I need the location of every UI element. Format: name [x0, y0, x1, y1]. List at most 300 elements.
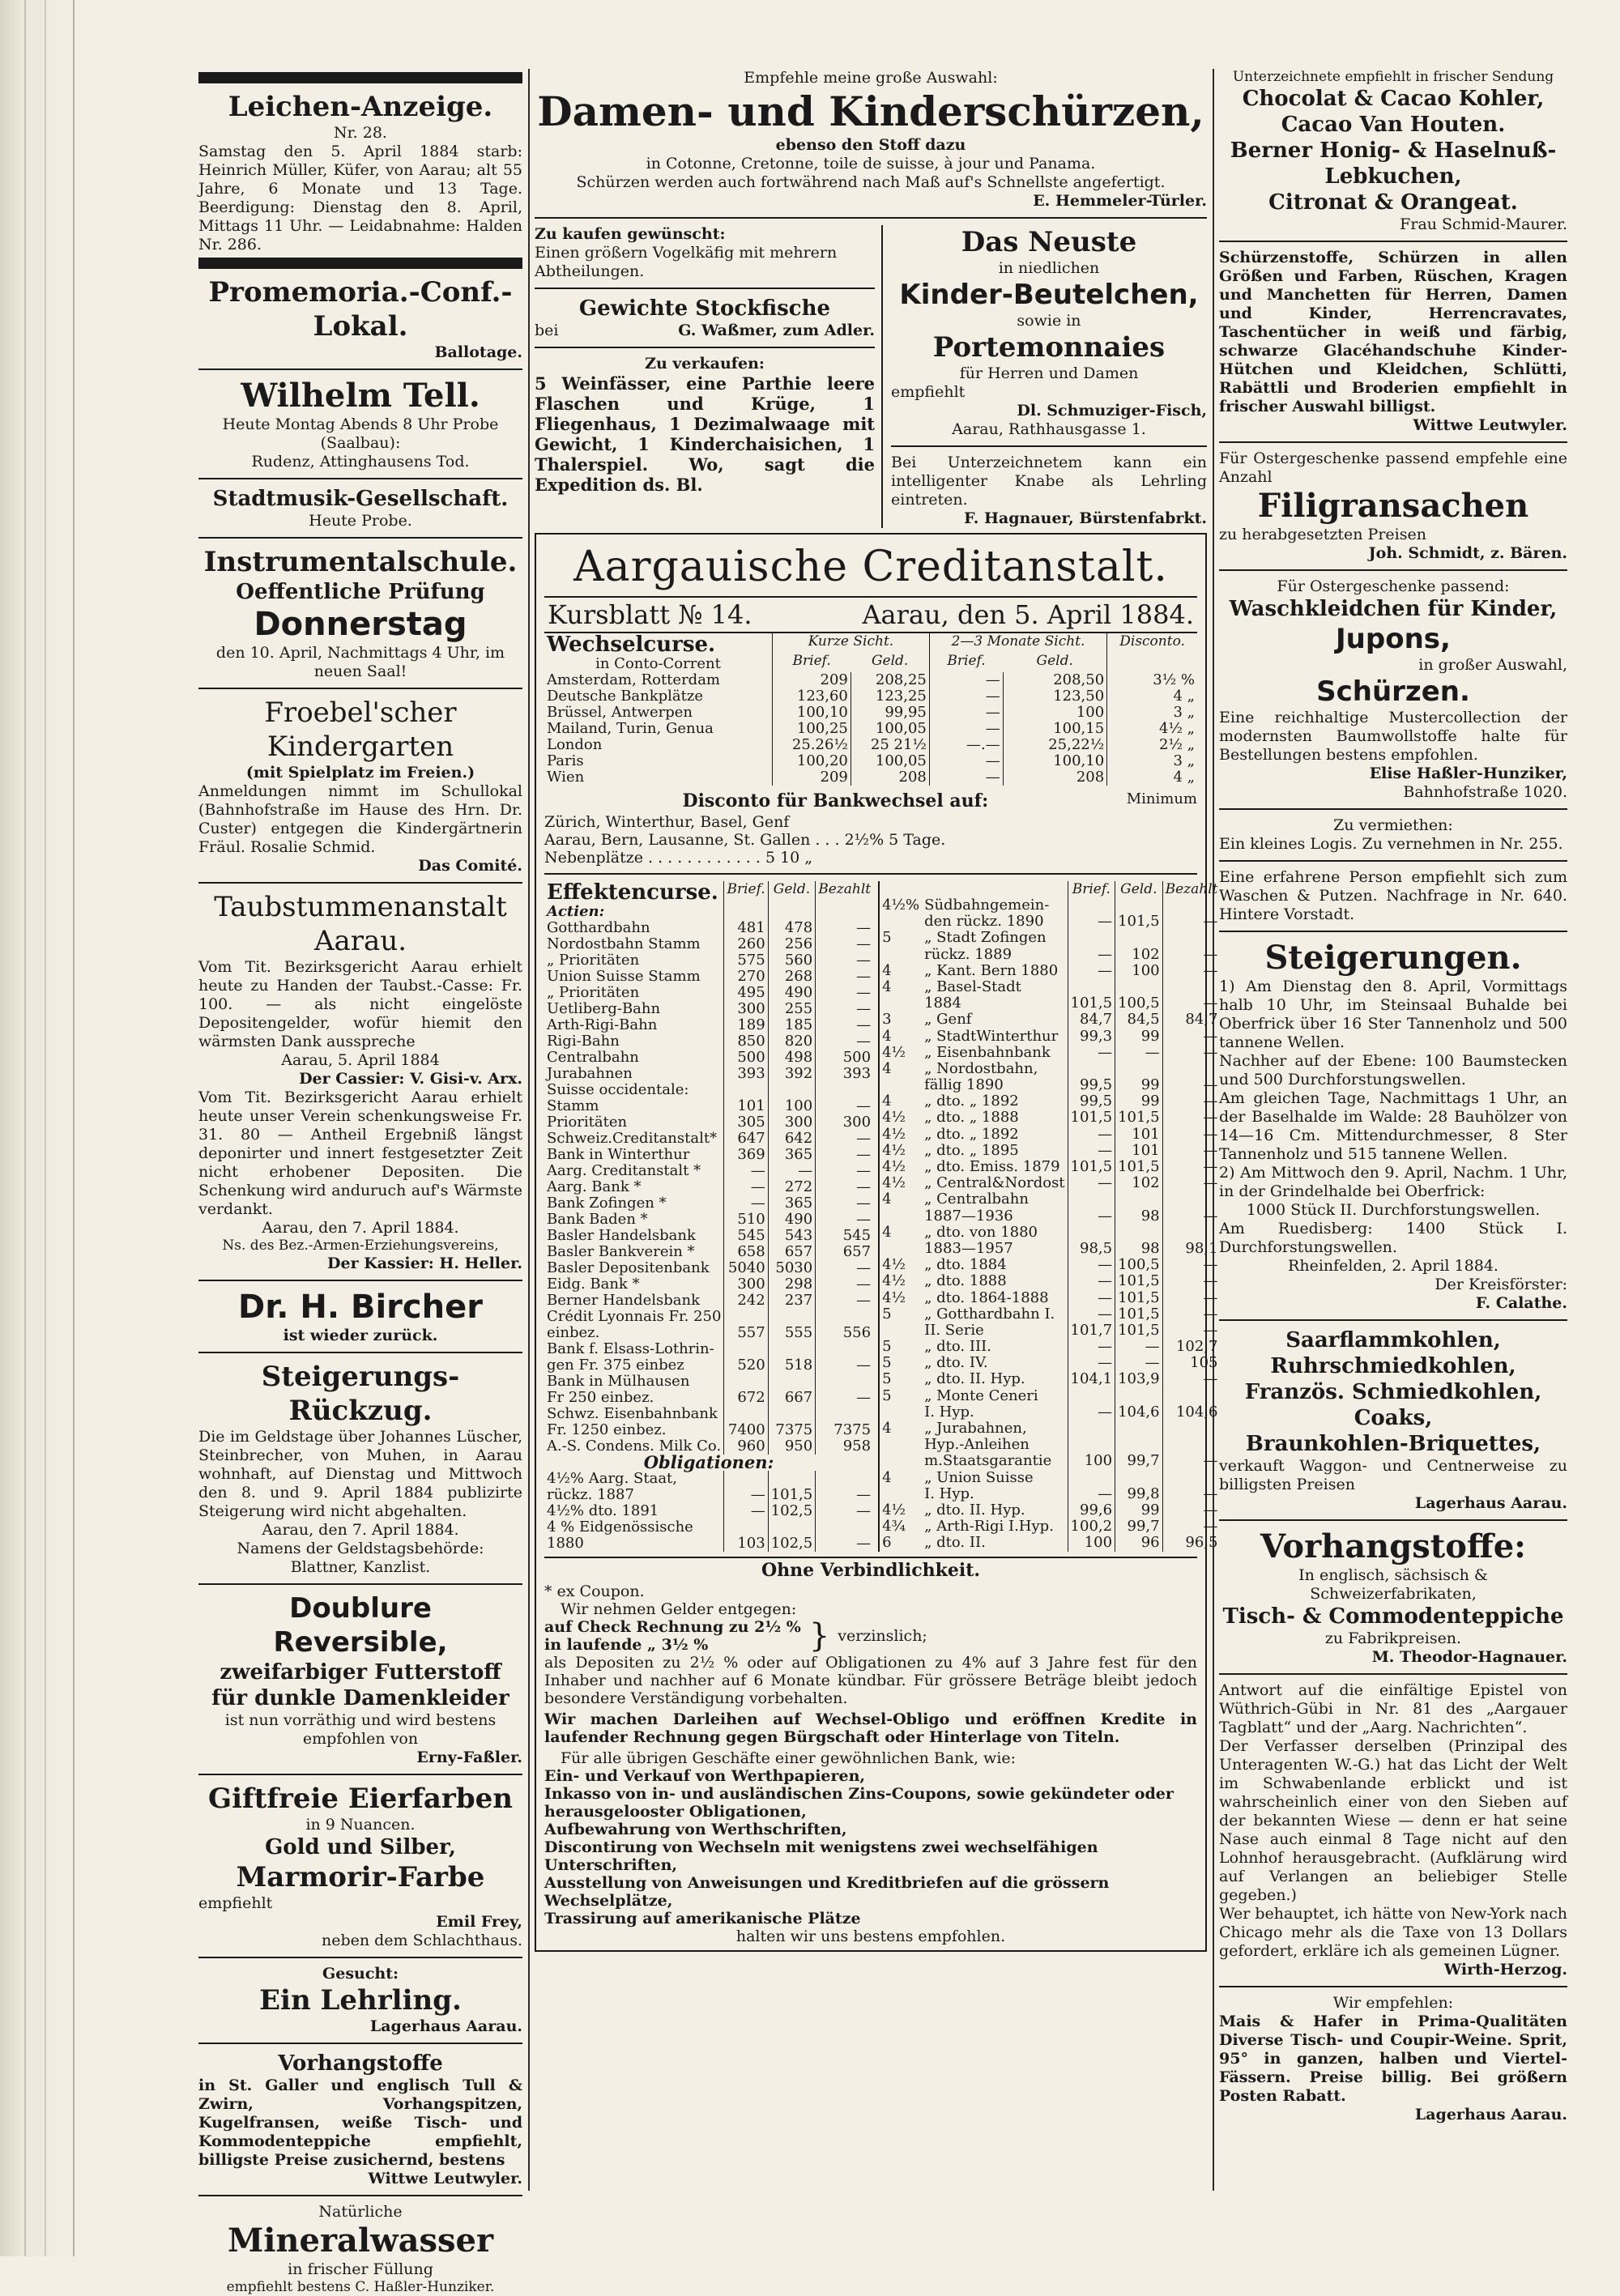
- table-cell: [1162, 1470, 1220, 1486]
- effekten-row: [879, 1077, 1220, 1093]
- table-cell: —: [724, 1487, 768, 1503]
- ad-text: empfiehlt bestens C. Haßler-Hunziker.: [226, 2279, 495, 2295]
- table-cell: [816, 1519, 873, 1536]
- table-cell: [879, 1453, 922, 1469]
- table-cell: [1162, 930, 1220, 946]
- table-cell: 25 21½: [850, 737, 929, 753]
- effekten-row: [879, 1175, 1220, 1191]
- ad-text: Schürzenstoffe, Schürzen in allen Größen und Farben, Rüschen, Kragen und Manchetten für Herren, Damen und Kinder, Herrencravates, Taschentücher in weiß und färbig, schwarze Glacéhandschuhe Kinder-Hütchen und Kleidchen, Schlütti, Rabättli und Broderien empfiehlt in frischer Auswahl billigst.: [1219, 249, 1567, 415]
- table-cell: 4½: [882, 1125, 906, 1143]
- table-cell: [768, 1374, 816, 1390]
- table-cell: —: [724, 1503, 768, 1519]
- effekten-row: [879, 1453, 1220, 1469]
- ad-text: Am gleichen Tage, Nachmittags 1 Uhr, an der Baselhalde im Walde: 28 Bauhölzer von 14—16 Cm. Mittendurchmesser, 8 Ster Tannenholz und 515 tannene Wellen.: [1219, 1089, 1567, 1163]
- ad-sub: Wir empfehlen:: [1332, 1994, 1454, 2012]
- ad-signature: Lagerhaus Aarau.: [369, 2017, 522, 2035]
- table-cell: 4: [882, 961, 892, 979]
- table-cell: Prioritäten: [547, 1114, 628, 1131]
- table-cell: 4½: [882, 1501, 906, 1519]
- table-cell: rückz. 1887: [547, 1486, 634, 1503]
- table-cell: „ dto. von 1880: [924, 1223, 1038, 1241]
- effekten-row: [544, 1325, 873, 1341]
- divider: [1219, 569, 1567, 571]
- ad-text: 5 Weinfässer, eine Parthie leere Flaschen und Krüge, 1 Fliegenhaus, 1 Dezimalwaage mit Gewicht, 1 Kinderchaisichen, 1 Thalerspiel. Wo, sagt die Expedition ds. Bl.: [535, 373, 875, 495]
- table-cell: 99: [1115, 1502, 1163, 1519]
- table-cell: 3 „: [1107, 705, 1197, 721]
- table-cell: Bank in Mülhausen: [547, 1373, 690, 1390]
- ad-text: Einen größern Vogelkäfig mit mehrern Abtheilungen.: [535, 244, 838, 280]
- table-cell: [816, 1082, 873, 1098]
- table-cell: —: [1162, 1273, 1220, 1289]
- table-cell: —: [929, 672, 1003, 688]
- effekten-row: [879, 1470, 1220, 1486]
- left-column: [198, 69, 522, 2295]
- ad-title: Portemonnaies: [932, 331, 1166, 364]
- table-cell: [1068, 930, 1115, 946]
- table-cell: —: [1162, 1290, 1220, 1306]
- table-cell: 5: [882, 1354, 892, 1372]
- table-cell: „ dto. II.: [924, 1534, 986, 1552]
- table-cell: Centralbahn: [547, 1049, 639, 1066]
- effekten-row: [544, 1309, 873, 1325]
- table-cell: 300: [768, 1114, 816, 1131]
- effekten-row: [544, 1260, 873, 1276]
- table-cell: —: [1162, 1371, 1220, 1387]
- table-cell: „ Nordostbahn,: [924, 1059, 1038, 1077]
- effekten-row: [544, 1228, 873, 1244]
- ad-text: 1) Am Dienstag den 8. April, Vormittags halb 10 Uhr, im Steinsaal Buhalde bei Oberfrick über 16 Ster Tannenholz und 500 tannene Wellen.: [1219, 978, 1567, 1051]
- table-cell: 101: [1115, 1127, 1163, 1143]
- effekten-left-table: [544, 881, 873, 1552]
- table-cell: 101,5: [1068, 995, 1115, 1012]
- table-cell: 5030: [768, 1260, 816, 1276]
- table-cell: —: [816, 1179, 873, 1195]
- table-cell: den rückz. 1890: [924, 913, 1044, 931]
- table-cell: —: [1068, 1257, 1115, 1273]
- table-cell: „ dto. II. Hyp.: [924, 1370, 1025, 1388]
- effekten-row: [544, 920, 873, 936]
- table-cell: —: [1068, 1486, 1115, 1502]
- ad-title: Cacao Van Houten.: [1281, 113, 1506, 137]
- table-cell: 209: [772, 769, 850, 786]
- ad-froebel: [198, 696, 522, 875]
- effekten-heading: [544, 881, 724, 920]
- footnote: * ex Coupon.: [544, 1582, 645, 1600]
- ad-signature: Wirth-Herzog.: [1443, 1961, 1567, 1979]
- table-cell: „ dto. „ 1888: [924, 1109, 1019, 1127]
- table-cell: —: [1068, 1306, 1115, 1323]
- ad-title: Vorhangstoffe:: [1260, 1527, 1526, 1565]
- effekten-row: [879, 1110, 1220, 1126]
- table-cell: —: [1068, 1175, 1115, 1191]
- table-cell: 99: [1115, 1077, 1163, 1093]
- ad-text: Aarau, Rathhausgasse 1.: [952, 420, 1146, 438]
- table-cell: Schwz. Eisenbahnbank: [547, 1405, 718, 1422]
- table-cell: einbez.: [547, 1324, 600, 1341]
- table-cell: 96: [1115, 1535, 1163, 1552]
- table-cell: 100: [768, 1098, 816, 1114]
- effekten-row: [879, 1355, 1220, 1371]
- effekten-row: [544, 1212, 873, 1228]
- effekten-row: [879, 1421, 1220, 1437]
- ad-title: Steigerungs-Rückzug.: [261, 1361, 460, 1427]
- effekten-left-rows: [544, 920, 873, 1455]
- table-cell: —: [1115, 1339, 1163, 1355]
- effekten-row: [544, 1017, 873, 1033]
- table-cell: 5: [882, 929, 892, 947]
- effekten-row: [879, 1404, 1220, 1421]
- ad-signature: Erny-Faßler.: [416, 1749, 522, 1766]
- table-cell: „ dto. „ 1895: [924, 1141, 1019, 1159]
- table-cell: 642: [768, 1131, 816, 1147]
- table-cell: 103,9: [1115, 1371, 1163, 1387]
- table-cell: „ Eisenbahnbank: [924, 1043, 1051, 1061]
- table-cell: —: [1162, 995, 1220, 1012]
- column-rule: [528, 69, 530, 2191]
- table-cell: 100: [1115, 963, 1163, 979]
- table-cell: 101,7: [1068, 1323, 1115, 1339]
- effekten-row: [544, 1390, 873, 1406]
- table-cell: Fr 250 einbez.: [547, 1389, 654, 1406]
- wechsel-row: [544, 672, 1197, 688]
- table-cell: [1162, 1225, 1220, 1241]
- effekten-row: [544, 1163, 873, 1179]
- table-cell: 5: [882, 1338, 892, 1356]
- table-cell: Arth-Rigi-Bahn: [547, 1016, 658, 1033]
- kurs-text: Wir machen Darleihen auf Wechsel-Obligo und eröffnen Kredite in laufender Rechnung gegen Bürgschaft oder Hinterlage von Titeln.: [544, 1710, 1197, 1746]
- divider: [535, 288, 875, 289]
- effekten-row: [879, 1029, 1220, 1045]
- ad-text: Antwort auf die einfältige Epistel von Wüthrich-Gübi in Nr. 81 des „Aargauer Tagblatt“ und der „Aarg. Nachrichten“.: [1219, 1681, 1567, 1736]
- ad-text: empfiehlt: [198, 1894, 273, 1912]
- table-cell: [724, 1471, 768, 1487]
- wechsel-heading: [544, 633, 772, 672]
- ad-text: empfiehlt: [891, 383, 966, 401]
- divider: [198, 882, 522, 884]
- table-cell: 958: [816, 1438, 873, 1455]
- ad-leichen: [198, 90, 522, 254]
- disconto-row: Zürich, Winterthur, Basel, Genf: [544, 813, 790, 831]
- table-cell: „ Central&Nordost: [924, 1174, 1065, 1192]
- table-cell: 7375: [816, 1422, 873, 1438]
- table-cell: [724, 1406, 768, 1422]
- kursblatt-box: [535, 533, 1218, 1952]
- effekten-right-table: [878, 881, 1220, 1552]
- wechsel-row: [544, 705, 1197, 721]
- table-cell: —: [1162, 1175, 1220, 1191]
- table-cell: —: [1068, 1143, 1115, 1159]
- table-cell: —: [929, 769, 1003, 786]
- table-cell: 518: [768, 1357, 816, 1374]
- ad-text: Vom Tit. Bezirksgericht Aarau erhielt heute unser Verein schenkungsweise Fr. 31. 80 — Antheil Ergebniß längst deponirter und innert festgesetzter Zeit nicht erhobener Depositen. Die Schenkung wird anduruch auf's Wärmste verdankt.: [198, 1088, 522, 1218]
- table-cell: „ dto. „ 1892: [924, 1125, 1019, 1143]
- ad-antwort: [1219, 1681, 1567, 1979]
- table-cell: 102,5: [768, 1536, 816, 1552]
- effekten-row: [544, 1179, 873, 1195]
- table-cell: —: [1162, 1257, 1220, 1273]
- table-cell: 7400: [724, 1422, 768, 1438]
- column-header: Bezahlt: [1162, 881, 1220, 897]
- ad-title: Doublure Reversible,: [273, 1592, 448, 1659]
- ad-sub: Unterzeichnete empfiehlt in frischer Sendung: [1232, 69, 1554, 85]
- table-cell: 189: [724, 1017, 768, 1033]
- table-cell: [768, 1082, 816, 1098]
- table-cell: „ Monte Ceneri: [924, 1387, 1038, 1404]
- ad-date: Rheinfelden, 2. April 1884.: [1288, 1257, 1498, 1275]
- ad-eierfarben: [198, 1782, 522, 1950]
- table-cell: —: [1162, 1159, 1220, 1175]
- table-cell: 657: [816, 1244, 873, 1260]
- table-cell: m.Staatsgarantie: [924, 1452, 1052, 1470]
- table-cell: 672: [724, 1390, 768, 1406]
- table-cell: 101: [724, 1098, 768, 1114]
- ad-title: Leichen-Anzeige.: [228, 91, 493, 123]
- table-cell: Paris: [547, 752, 584, 769]
- ad-signature: M. Theodor-Hagnauer.: [1371, 1648, 1567, 1666]
- table-cell: „ Jurabahnen,: [924, 1420, 1027, 1437]
- ad-title: Mineralwasser: [227, 2221, 494, 2260]
- ad-signature: F. Hagnauer, Bürstenfabrkt.: [964, 509, 1207, 527]
- effekten-row: [879, 1208, 1220, 1225]
- table-cell: II. Serie: [924, 1321, 984, 1339]
- ad-title: Kinder-Beutelchen,: [899, 279, 1199, 311]
- table-cell: —: [724, 1195, 768, 1212]
- kurs-rate-lines: [544, 1618, 801, 1654]
- table-cell: 256: [768, 936, 816, 952]
- table-cell: 100,25: [772, 721, 850, 737]
- kurs-footer: [544, 1582, 1197, 1945]
- oblig-row: [544, 1487, 873, 1503]
- table-cell: 4½% dto. 1891: [547, 1502, 659, 1519]
- table-cell: [1162, 1421, 1220, 1437]
- table-cell: Hyp.-Anleihen: [924, 1436, 1030, 1454]
- effekten-row: [879, 1306, 1220, 1323]
- effekten-right-rows: [879, 897, 1220, 1552]
- oblig-heading-row: [544, 1452, 873, 1472]
- ad-title: Donnerstag: [254, 606, 467, 643]
- ad-vorhangstoffe-right: [1219, 1527, 1567, 1667]
- table-cell: 272: [768, 1179, 816, 1195]
- table-cell: —: [1162, 914, 1220, 930]
- effekten-row: [544, 1098, 873, 1114]
- kurs-text: halten wir uns bestens empfohlen.: [735, 1928, 1006, 1945]
- table-cell: —: [1068, 1355, 1115, 1371]
- ad-title: Ein Lehrling.: [259, 1984, 462, 2017]
- table-cell: [879, 1077, 922, 1093]
- effekten-row: [544, 1147, 873, 1163]
- table-cell: [1162, 1388, 1220, 1404]
- table-cell: „ Centralbahn: [924, 1191, 1029, 1208]
- divider: [1219, 441, 1567, 443]
- table-cell: 520: [724, 1357, 768, 1374]
- table-cell: 99,7: [1115, 1519, 1163, 1535]
- table-cell: —: [1162, 1323, 1220, 1339]
- ad-title: Das Neuste: [961, 226, 1137, 258]
- table-cell: 101,5: [1068, 1159, 1115, 1175]
- table-cell: Basler Handelsbank: [547, 1227, 696, 1244]
- ad-text: zu Fabrikpreisen.: [1324, 1629, 1462, 1647]
- kurs-service: Trassirung auf amerikanische Plätze: [544, 1910, 861, 1928]
- kurs-title: Aargauische Creditanstalt.: [573, 543, 1168, 591]
- table-cell: 4: [882, 1059, 892, 1077]
- table-cell: 300: [724, 1276, 768, 1293]
- effekten-row: [879, 1486, 1220, 1502]
- ad-signature: Wittwe Leutwyler.: [1413, 416, 1567, 434]
- ad-text: zweifarbiger Futterstoff für dunkle Damenkleider: [211, 1660, 509, 1710]
- effekten-row: [879, 963, 1220, 979]
- ad-title: Französ. Schmiedkohlen,: [1244, 1380, 1542, 1404]
- table-cell: 4: [882, 1093, 892, 1110]
- table-cell: 560: [768, 952, 816, 969]
- divider: [1219, 860, 1567, 862]
- ad-title: Waschkleidchen für Kinder,: [1229, 597, 1558, 621]
- table-cell: 960: [724, 1438, 768, 1455]
- table-cell: Südbahngemein-: [924, 897, 1050, 914]
- table-cell: Nordostbahn Stamm: [547, 935, 701, 952]
- table-cell: 575: [724, 952, 768, 969]
- table-cell: 84,7: [1068, 1012, 1115, 1028]
- table-cell: Bank Zofingen *: [547, 1195, 667, 1212]
- table-cell: 100,10: [772, 705, 850, 721]
- table-cell: 100,2: [1068, 1519, 1115, 1535]
- table-cell: [1162, 979, 1220, 995]
- ad-text: ist nun vorräthig und wird bestens empfohlen von: [224, 1711, 497, 1748]
- table-cell: 647: [724, 1131, 768, 1147]
- table-cell: 101,5: [1115, 1273, 1163, 1289]
- ad-title: Dr. H. Bircher: [238, 1289, 483, 1326]
- ad-text: Marmorir-Farbe: [236, 1861, 485, 1893]
- table-cell: Brüssel, Antwerpen: [547, 704, 693, 721]
- table-cell: 101,5: [1068, 1110, 1115, 1126]
- ad-signature: Namens der Geldstagsbehörde:: [237, 1540, 484, 1557]
- effekten-row: [879, 995, 1220, 1012]
- ad-title: Damen- und Kinderschürzen,: [537, 87, 1204, 135]
- effekten-row: [879, 1045, 1220, 1061]
- divider: [198, 1583, 522, 1585]
- table-cell: 84,5: [1115, 1012, 1163, 1028]
- table-cell: —: [1068, 1290, 1115, 1306]
- ad-signature: Der Kassier: H. Heller.: [327, 1254, 522, 1272]
- table-cell: „ dto. IV.: [924, 1354, 988, 1372]
- table-cell: —: [816, 969, 873, 985]
- table-cell: [768, 1471, 816, 1487]
- table-cell: —: [816, 1487, 873, 1503]
- kurs-rates: [544, 1618, 1197, 1654]
- table-cell: —: [816, 1033, 873, 1050]
- table-cell: [724, 1082, 768, 1098]
- column-header: 2—3 Monate Sicht.: [929, 633, 1106, 653]
- divider: [198, 688, 522, 689]
- ad-title: Steigerungen.: [1264, 939, 1522, 977]
- ad-signature: Frau Schmid-Maurer.: [1400, 215, 1567, 233]
- ad-tell: [198, 377, 522, 471]
- table-cell: „ Arth-Rigi I.Hyp.: [924, 1518, 1054, 1536]
- table-cell: —: [816, 1503, 873, 1519]
- ad-text: den 10. April, Nachmittags 4 Uhr, im neuen Saal!: [215, 644, 505, 680]
- ad-signature: F. Calathe.: [1475, 1294, 1567, 1312]
- effekten-row: [879, 1502, 1220, 1519]
- table-cell: 268: [768, 969, 816, 985]
- table-cell: 392: [768, 1066, 816, 1082]
- table-cell: „ Basel-Stadt: [924, 978, 1021, 995]
- table-cell: —: [929, 705, 1003, 721]
- effekten-row: [544, 1195, 873, 1212]
- ad-text: in 9 Nuancen.: [305, 1816, 416, 1834]
- effekten-row: [544, 1293, 873, 1309]
- section-sub: in Conto-Corrent: [595, 655, 721, 672]
- table-cell: 101,5: [1115, 914, 1163, 930]
- middle-column: [535, 69, 1218, 2208]
- ad-neuste: [891, 225, 1207, 439]
- table-cell: —: [1162, 1093, 1220, 1110]
- table-cell: 4: [882, 1420, 892, 1437]
- table-cell: 393: [816, 1066, 873, 1082]
- table-cell: 100,20: [772, 753, 850, 769]
- table-cell: 3: [882, 1011, 892, 1029]
- table-cell: 96,5: [1162, 1535, 1220, 1552]
- table-cell: —: [1115, 1045, 1163, 1061]
- ad-chocolat: [1219, 69, 1567, 234]
- table-cell: —: [1068, 1404, 1115, 1421]
- table-cell: gen Fr. 375 einbez: [547, 1357, 684, 1374]
- table-cell: 5: [882, 1305, 892, 1323]
- ad-doublure: [198, 1591, 522, 1767]
- ad-text: Bei Unterzeichnetem kann ein intelligenter Knabe als Lehrling eintreten.: [891, 454, 1207, 509]
- table-cell: [816, 1341, 873, 1357]
- table-cell: 98,5: [1068, 1241, 1115, 1257]
- ad-signature: Dl. Schmuziger-Fisch,: [1017, 402, 1207, 420]
- effekten-right-heading: [879, 881, 1068, 897]
- column-header: Kurze Sicht.: [772, 633, 929, 653]
- table-cell: 4½: [882, 1256, 906, 1274]
- table-cell: 478: [768, 920, 816, 936]
- table-cell: Aarg. Creditanstalt *: [547, 1162, 701, 1179]
- table-cell: Aarg. Bank *: [547, 1178, 642, 1195]
- table-cell: 99: [1115, 1029, 1163, 1045]
- table-cell: „ dto. III.: [924, 1338, 991, 1356]
- divider: [198, 1957, 522, 1958]
- effekten-row: [879, 1191, 1220, 1208]
- ad-filigran: [1219, 449, 1567, 563]
- ad-schuerzenstoffe: [1219, 249, 1567, 435]
- wechsel-row: [544, 737, 1197, 753]
- effekten-row: [879, 1339, 1220, 1355]
- ad-signature: G. Waßmer, zum Adler.: [678, 322, 875, 339]
- ad-date: Aarau, den 7. April 1884.: [262, 1219, 459, 1237]
- table-cell: —: [1162, 1110, 1220, 1126]
- column-header: Geld.: [1115, 881, 1163, 897]
- ohne-verbindlichkeit: Ohne Verbindlichkeit.: [544, 1557, 1197, 1581]
- column-header: Brief.: [724, 881, 768, 920]
- ad-text: Am Ruedisberg: 1400 Stück I. Durchforstungswellen.: [1219, 1220, 1567, 1256]
- effekten-row: [879, 914, 1220, 930]
- ad-text: Eine erfahrene Person empfiehlt sich zum Waschen & Putzen. Nachfrage in Nr. 640. Hintere Vorstadt.: [1219, 868, 1567, 923]
- table-cell: [816, 1471, 873, 1487]
- ad-signature: Lagerhaus Aarau.: [1414, 1494, 1567, 1512]
- table-cell: Suisse occidentale:: [547, 1081, 689, 1098]
- table-cell: Schweiz.Creditanstalt*: [547, 1130, 718, 1147]
- ad-title: Braunkohlen-Briquettes,: [1245, 1432, 1541, 1456]
- ad-sub: Zu vermiethen:: [1333, 816, 1453, 834]
- oblig-title: Obligationen:: [643, 1452, 774, 1472]
- table-cell: 657: [768, 1244, 816, 1260]
- table-cell: 105: [1162, 1355, 1220, 1371]
- table-cell: 305: [724, 1114, 768, 1131]
- table-cell: —: [816, 1131, 873, 1147]
- table-cell: 4½% Aarg. Staat,: [547, 1470, 678, 1487]
- table-cell: Stamm: [547, 1097, 599, 1114]
- table-cell: 4 „: [1107, 769, 1197, 786]
